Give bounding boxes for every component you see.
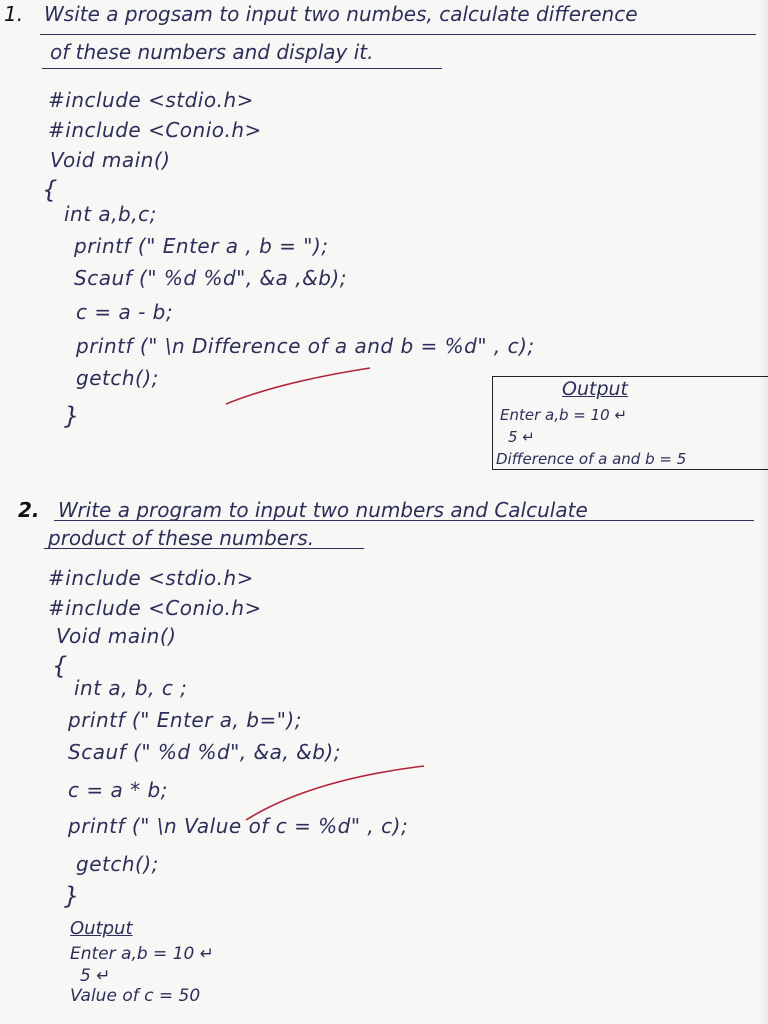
q1-code-declaration: int a,b,c; [64,202,157,226]
q2-code-close-brace: } [64,882,80,910]
question-2-title-rule-2 [44,548,364,549]
page-edge-shadow [760,0,768,1024]
question-2-title-line-1: Write a program to input two numbers and Calculate [58,498,588,522]
q1-code-subtract: c = a - b; [76,300,174,324]
q2-code-scanf: Scauf (" %d %d", &a, &b); [68,740,341,764]
q2-output-line-1: Enter a,b = 10 ↵ [70,944,214,964]
q2-code-include-stdio: #include <stdio.h> [48,566,254,590]
q2-output-line-3: Value of c = 50 [70,986,201,1006]
q2-check-stroke [240,758,430,828]
q2-code-getch: getch(); [76,852,159,876]
q1-code-printf-result: printf (" \n Difference of a and b = %d" , c); [76,334,535,358]
q1-output-title: Output [562,378,628,400]
q2-output-line-2: 5 ↵ [80,966,111,986]
q1-code-include-conio: #include <Conio.h> [48,118,262,142]
q2-code-declaration: int a, b, c ; [74,676,188,700]
q1-output-line-1: Enter a,b = 10 ↵ [500,406,628,424]
question-2-title-line-2: product of these numbers. [48,526,315,550]
q1-code-include-stdio: #include <stdio.h> [48,88,254,112]
q2-code-open-brace: { [52,652,68,680]
q1-code-scanf: Scauf (" %d %d", &a ,&b); [74,266,347,290]
q2-code-printf-result: printf (" \n Value of c = %d" , c); [68,814,409,838]
q2-code-printf-prompt: printf (" Enter a, b="); [68,708,302,732]
q1-code-void-main: Void main() [50,148,171,172]
question-1-title-rule-1 [40,34,756,35]
q1-code-open-brace: { [42,176,58,204]
q2-output-title: Output [70,918,133,939]
q2-code-void-main: Void main() [56,624,177,648]
question-1-number: 1. [4,2,24,26]
question-2-title-rule-1 [54,520,754,521]
q1-output-line-3: Difference of a and b = 5 [496,450,687,468]
q1-code-close-brace: } [64,402,80,430]
q2-code-multiply: c = a * b; [68,778,168,802]
question-2-number: 2. [18,498,40,522]
q1-output-line-2: 5 ↵ [508,428,535,446]
q1-code-getch: getch(); [76,366,159,390]
question-1-title-rule-2 [42,68,442,69]
q1-check-stroke [220,360,380,410]
q1-code-printf-prompt: printf (" Enter a , b = "); [74,234,329,258]
question-1-title-line-1: Wsite a progsam to input two numbes, calculate difference [44,2,638,26]
q2-code-include-conio: #include <Conio.h> [48,596,262,620]
question-1-title-line-2: of these numbers and display it. [50,40,374,64]
